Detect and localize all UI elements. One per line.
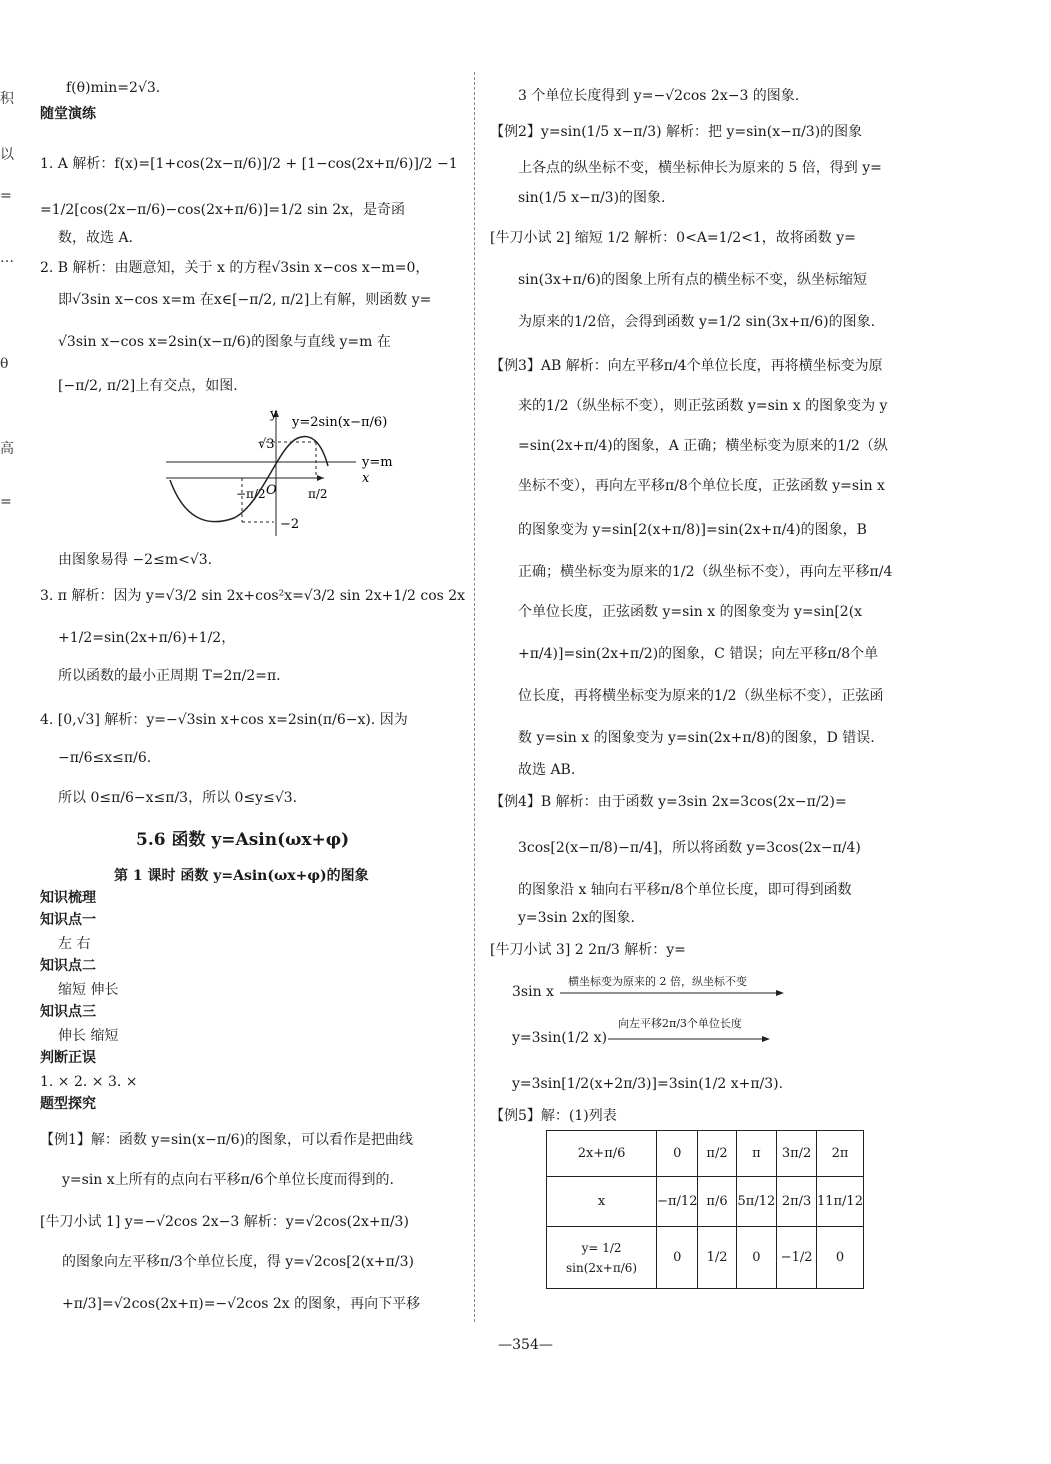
line-label: y=m [362, 455, 393, 470]
example-1: 【例1】解：函数 y=sin(x−π/6)的图象，可以看作是把曲线 [40, 1132, 414, 1148]
x-label: x [362, 471, 370, 486]
margin-fragments [0, 60, 20, 1320]
margin-char: 以 [0, 147, 14, 163]
sqrt3-label: √3 [258, 437, 275, 452]
left-tick-label: −π/2 [236, 487, 266, 501]
answer-2: 2. B 解析：由题意知，关于 x 的方程√3sin x−cos x−m=0， [40, 260, 430, 276]
lesson-title: 第 1 课时 函数 y=Asin(ωx+φ)的图象 [114, 868, 369, 884]
text-line: 来的1/2（纵坐标不变），则正弦函数 y=sin x 的图象变为 y [518, 398, 888, 414]
arrow2-label: 向左平移2π/3个单位长度 [618, 1017, 742, 1030]
answer-text: 1. × 2. × 3. × [40, 1074, 138, 1090]
text-line: f(θ)min=2√3. [66, 80, 161, 96]
text-line: =sin(2x+π/4)的图象，A 正确；横坐标变为原来的1/2（纵 [518, 438, 888, 454]
x-axis-arrow [317, 475, 324, 481]
text-line: 故选 AB. [518, 762, 576, 778]
sine-curve [170, 436, 328, 521]
table-cell: 5π/12 [736, 1177, 777, 1227]
text-line: 3 个单位长度得到 y=−√2cos 2x−3 的图象. [518, 88, 800, 104]
text-line: 数 y=sin x 的图象变为 y=sin(2x+π/8)的图象，D 错误. [518, 730, 875, 746]
arrow1 [560, 988, 786, 998]
arrow1-source: 3sin x [512, 984, 554, 1000]
table-cell: 0 [657, 1227, 698, 1289]
text-line: =1/2[cos(2x−π/6)−cos(2x+π/6)]=1/2 sin 2x，是奇函 [40, 202, 406, 218]
margin-char: … [0, 250, 14, 266]
answer-text: 缩短 伸长 [58, 982, 119, 998]
table-cell: π [736, 1131, 777, 1177]
text-line: 数，故选 A. [58, 230, 134, 246]
example-4: 【例4】B 解析：由于函数 y=3sin 2x=3cos(2x−π/2)= [490, 794, 847, 810]
table-row [547, 1227, 864, 1289]
heading: 知识点二 [40, 958, 96, 974]
heading: 知识梳理 [40, 890, 96, 906]
text-line: 坐标不变），再向左平移π/8个单位长度，正弦函数 y=sin x [518, 478, 885, 494]
text-line: √3sin x−cos x=2sin(x−π/6)的图象与直线 y=m 在 [58, 334, 391, 350]
text-line: 即√3sin x−cos x=m 在x∈[−π/2, π/2]上有解，则函数 y= [58, 292, 432, 308]
margin-char: θ [0, 356, 9, 372]
table-cell: 2x+π/6 [547, 1131, 657, 1177]
heading: 判断正误 [40, 1050, 96, 1066]
curve-label: y=2sin(x−π/6) [292, 415, 388, 430]
try-2: [牛刀小试 2] 缩短 1/2 解析：0<A=1/2<1，故将函数 y= [490, 230, 856, 246]
text-line: 个单位长度，正弦函数 y=sin x 的图象变为 y=sin[2(x [518, 604, 863, 620]
neg2-label: −2 [280, 517, 300, 532]
y-label: y [270, 407, 278, 422]
answer-text: 左 右 [58, 936, 91, 952]
table-cell: π/2 [698, 1131, 736, 1177]
margin-char: 高 [0, 441, 14, 457]
text-line: +1/2=sin(2x+π/6)+1/2， [58, 630, 236, 646]
example-2: 【例2】y=sin(1/5 x−π/3) 解析：把 y=sin(x−π/3)的图象 [490, 124, 863, 140]
page-number: —354— [498, 1337, 553, 1353]
margin-char: = [0, 188, 12, 204]
text-line: y=3sin 2x的图象. [518, 910, 635, 926]
text-line: +π/3]=√2cos(2x+π)=−√2cos 2x 的图象，再向下平移 [62, 1296, 421, 1312]
table-cell: −π/12 [657, 1177, 698, 1227]
text-line: 3cos[2(x−π/8)−π/4]，所以将函数 y=3cos(2x−π/4) [518, 840, 861, 856]
arrow2-source: y=3sin(1/2 x) [512, 1030, 608, 1046]
text-line: −π/6≤x≤π/6. [58, 750, 152, 766]
heading: 知识点一 [40, 912, 96, 928]
answer-1: 1. A 解析：f(x)=[1+cos(2x−π/6)]/2 + [1−cos(2x+π/6)]/2 −1 [40, 156, 458, 172]
table-cell: 0 [736, 1227, 777, 1289]
table-cell: y= 1/2 sin(2x+π/6) [547, 1227, 657, 1289]
example-5: 【例5】解：(1)列表 [490, 1108, 617, 1124]
table-cell: 3π/2 [777, 1131, 817, 1177]
text-line: 的图象沿 x 轴向右平移π/8个单位长度，即可得到函数 [518, 882, 852, 898]
table-cell: 2π [816, 1131, 863, 1177]
text-line: y=sin x上所有的点向右平移π/6个单位长度而得到的. [62, 1172, 394, 1188]
origin-label: O [266, 483, 277, 498]
answer-text: 伸长 缩短 [58, 1028, 119, 1044]
answer-4: 4. [0,√3] 解析：y=−√3sin x+cos x=2sin(π/6−x). 因为 [40, 712, 408, 728]
table-cell: 2π/3 [777, 1177, 817, 1227]
table-cell: 11π/12 [816, 1177, 863, 1227]
text-line: 的图象变为 y=sin[2(x+π/8)]=sin(2x+π/4)的图象，B [518, 522, 867, 538]
table-cell: 1/2 [698, 1227, 736, 1289]
arrow1-label: 横坐标变为原来的 2 倍，纵坐标不变 [568, 975, 747, 988]
heading: 题型探究 [40, 1096, 96, 1112]
table-cell: π/6 [698, 1177, 736, 1227]
table-cell: 0 [657, 1131, 698, 1177]
result-line: y=3sin[1/2(x+2π/3)]=3sin(1/2 x+π/3). [512, 1076, 784, 1092]
table-cell: x [547, 1177, 657, 1227]
text-line: 为原来的1/2倍，会得到函数 y=1/2 sin(3x+π/6)的图象. [518, 314, 876, 330]
sine-graph [166, 406, 406, 546]
table-row [547, 1131, 864, 1177]
text-line: 上各点的纵坐标不变，横坐标伸长为原来的 5 倍，得到 y= [518, 160, 882, 176]
text-line: sin(1/5 x−π/3)的图象. [518, 190, 666, 206]
section-title: 5.6 函数 y=Asin(ωx+φ) [136, 830, 350, 850]
arrow2 [608, 1034, 772, 1044]
column-divider [474, 72, 476, 1322]
value-table [546, 1130, 864, 1289]
table-cell: −1/2 [777, 1227, 817, 1289]
text-line: 由图象易得 −2≤m<√3. [58, 552, 213, 568]
heading-practice: 随堂演练 [40, 106, 96, 122]
text-line: sin(3x+π/6)的图象上所有点的横坐标不变，纵坐标缩短 [518, 272, 867, 288]
text-line: 正确；横坐标变为原来的1/2（纵坐标不变），再向左平移π/4 [518, 564, 893, 580]
try-1: [牛刀小试 1] y=−√2cos 2x−3 解析：y=√2cos(2x+π/3) [40, 1214, 409, 1230]
text-line: 所以函数的最小正周期 T=2π/2=π. [58, 668, 281, 684]
text-line: 位长度，再将横坐标变为原来的1/2（纵坐标不变），正弦函 [518, 688, 884, 704]
right-tick-label: π/2 [308, 487, 328, 501]
margin-char: = [0, 494, 12, 510]
text-line: 所以 0≤π/6−x≤π/3，所以 0≤y≤√3. [58, 790, 298, 806]
table-cell: 0 [816, 1227, 863, 1289]
answer-3: 3. π 解析：因为 y=√3/2 sin 2x+cos²x=√3/2 sin 2x+1/2 cos 2x [40, 588, 466, 604]
try-3: [牛刀小试 3] 2 2π/3 解析：y= [490, 942, 686, 958]
example-3: 【例3】AB 解析：向左平移π/4个单位长度，再将横坐标变为原 [490, 358, 883, 374]
margin-char: 积 [0, 91, 14, 107]
heading: 知识点三 [40, 1004, 96, 1020]
table-row [547, 1177, 864, 1227]
text-line: [−π/2, π/2]上有交点，如图. [58, 378, 238, 394]
text-line: 的图象向左平移π/3个单位长度，得 y=√2cos[2(x+π/3) [62, 1254, 414, 1270]
text-line: +π/4)]=sin(2x+π/2)的图象，C 错误；向左平移π/8个单 [518, 646, 879, 662]
